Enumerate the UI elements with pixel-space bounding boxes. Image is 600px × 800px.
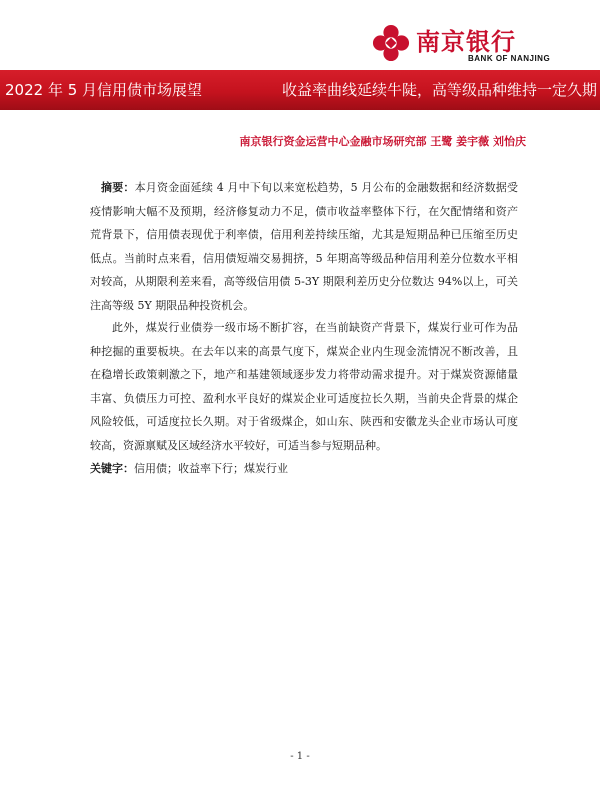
report-subtitle: 收益率曲线延续牛陡，高等级品种维持一定久期 xyxy=(281,81,597,99)
keywords-label: 关键字： xyxy=(90,462,134,475)
abstract-paragraph-1 xyxy=(90,176,518,318)
report-title: 2022 年 5 月信用债市场展望 xyxy=(5,81,203,99)
abstract-paragraph-2: 此外，煤炭行业债券一级市场不断扩容，在当前缺资产背景下，煤炭行业可作为品种挖掘的重要板块。在去年以来的高景气度下，煤炭企业内生现金流情况不断改善，且在稳增长政策刺激之下，地产和基建领域逐步发力将带动需求提升。对于煤炭资源储量丰富、负债压力可控、盈利水平良好的煤炭企业可适度拉长久期，当前央企背景的煤企风险较低，可适度拉长久期。对于省级煤企，如山东、陕西和安徽龙头企业市场认可度较高，资源禀赋及区域经济水平较好，可适当参与短期品种。 xyxy=(90,321,518,452)
bank-name-en: BANK OF NANJING xyxy=(468,54,551,63)
page-number: - 1 - xyxy=(290,751,310,762)
bank-logo xyxy=(372,10,594,68)
title-banner xyxy=(0,70,600,110)
keywords-value: 信用债；收益率下行；煤炭行业 xyxy=(134,462,288,475)
author-byline: 南京银行资金运营中心金融市场研究部 王鹭 姜宇薇 刘怡庆 xyxy=(239,135,526,148)
keywords-line xyxy=(90,457,518,481)
bank-name-cn: 南京银行 xyxy=(416,28,516,56)
bank-logo-icon xyxy=(372,24,410,62)
abstract-text-1: 本月资金面延续 4 月中下旬以来宽松趋势，5 月公布的金融数据和经济数据受疫情影响大幅不及预期，经济修复动力不足，债市收益率整体下行，在欠配情绪和资产荒背景下，信用债表现优于利率债，信用利差持续压缩，尤其是短期品种已压缩至历史低点。当前时点来看，信用债短端交易拥挤，5 年期高等级品种信用利差分位数水平相对较高，从期限利差来看，高等级信用债 5-3Y 期限利差历史分位数达 94%以上，可关注高等级 5Y 期限品种投资机会。 xyxy=(90,181,518,312)
abstract-label: 摘要： xyxy=(101,181,135,194)
